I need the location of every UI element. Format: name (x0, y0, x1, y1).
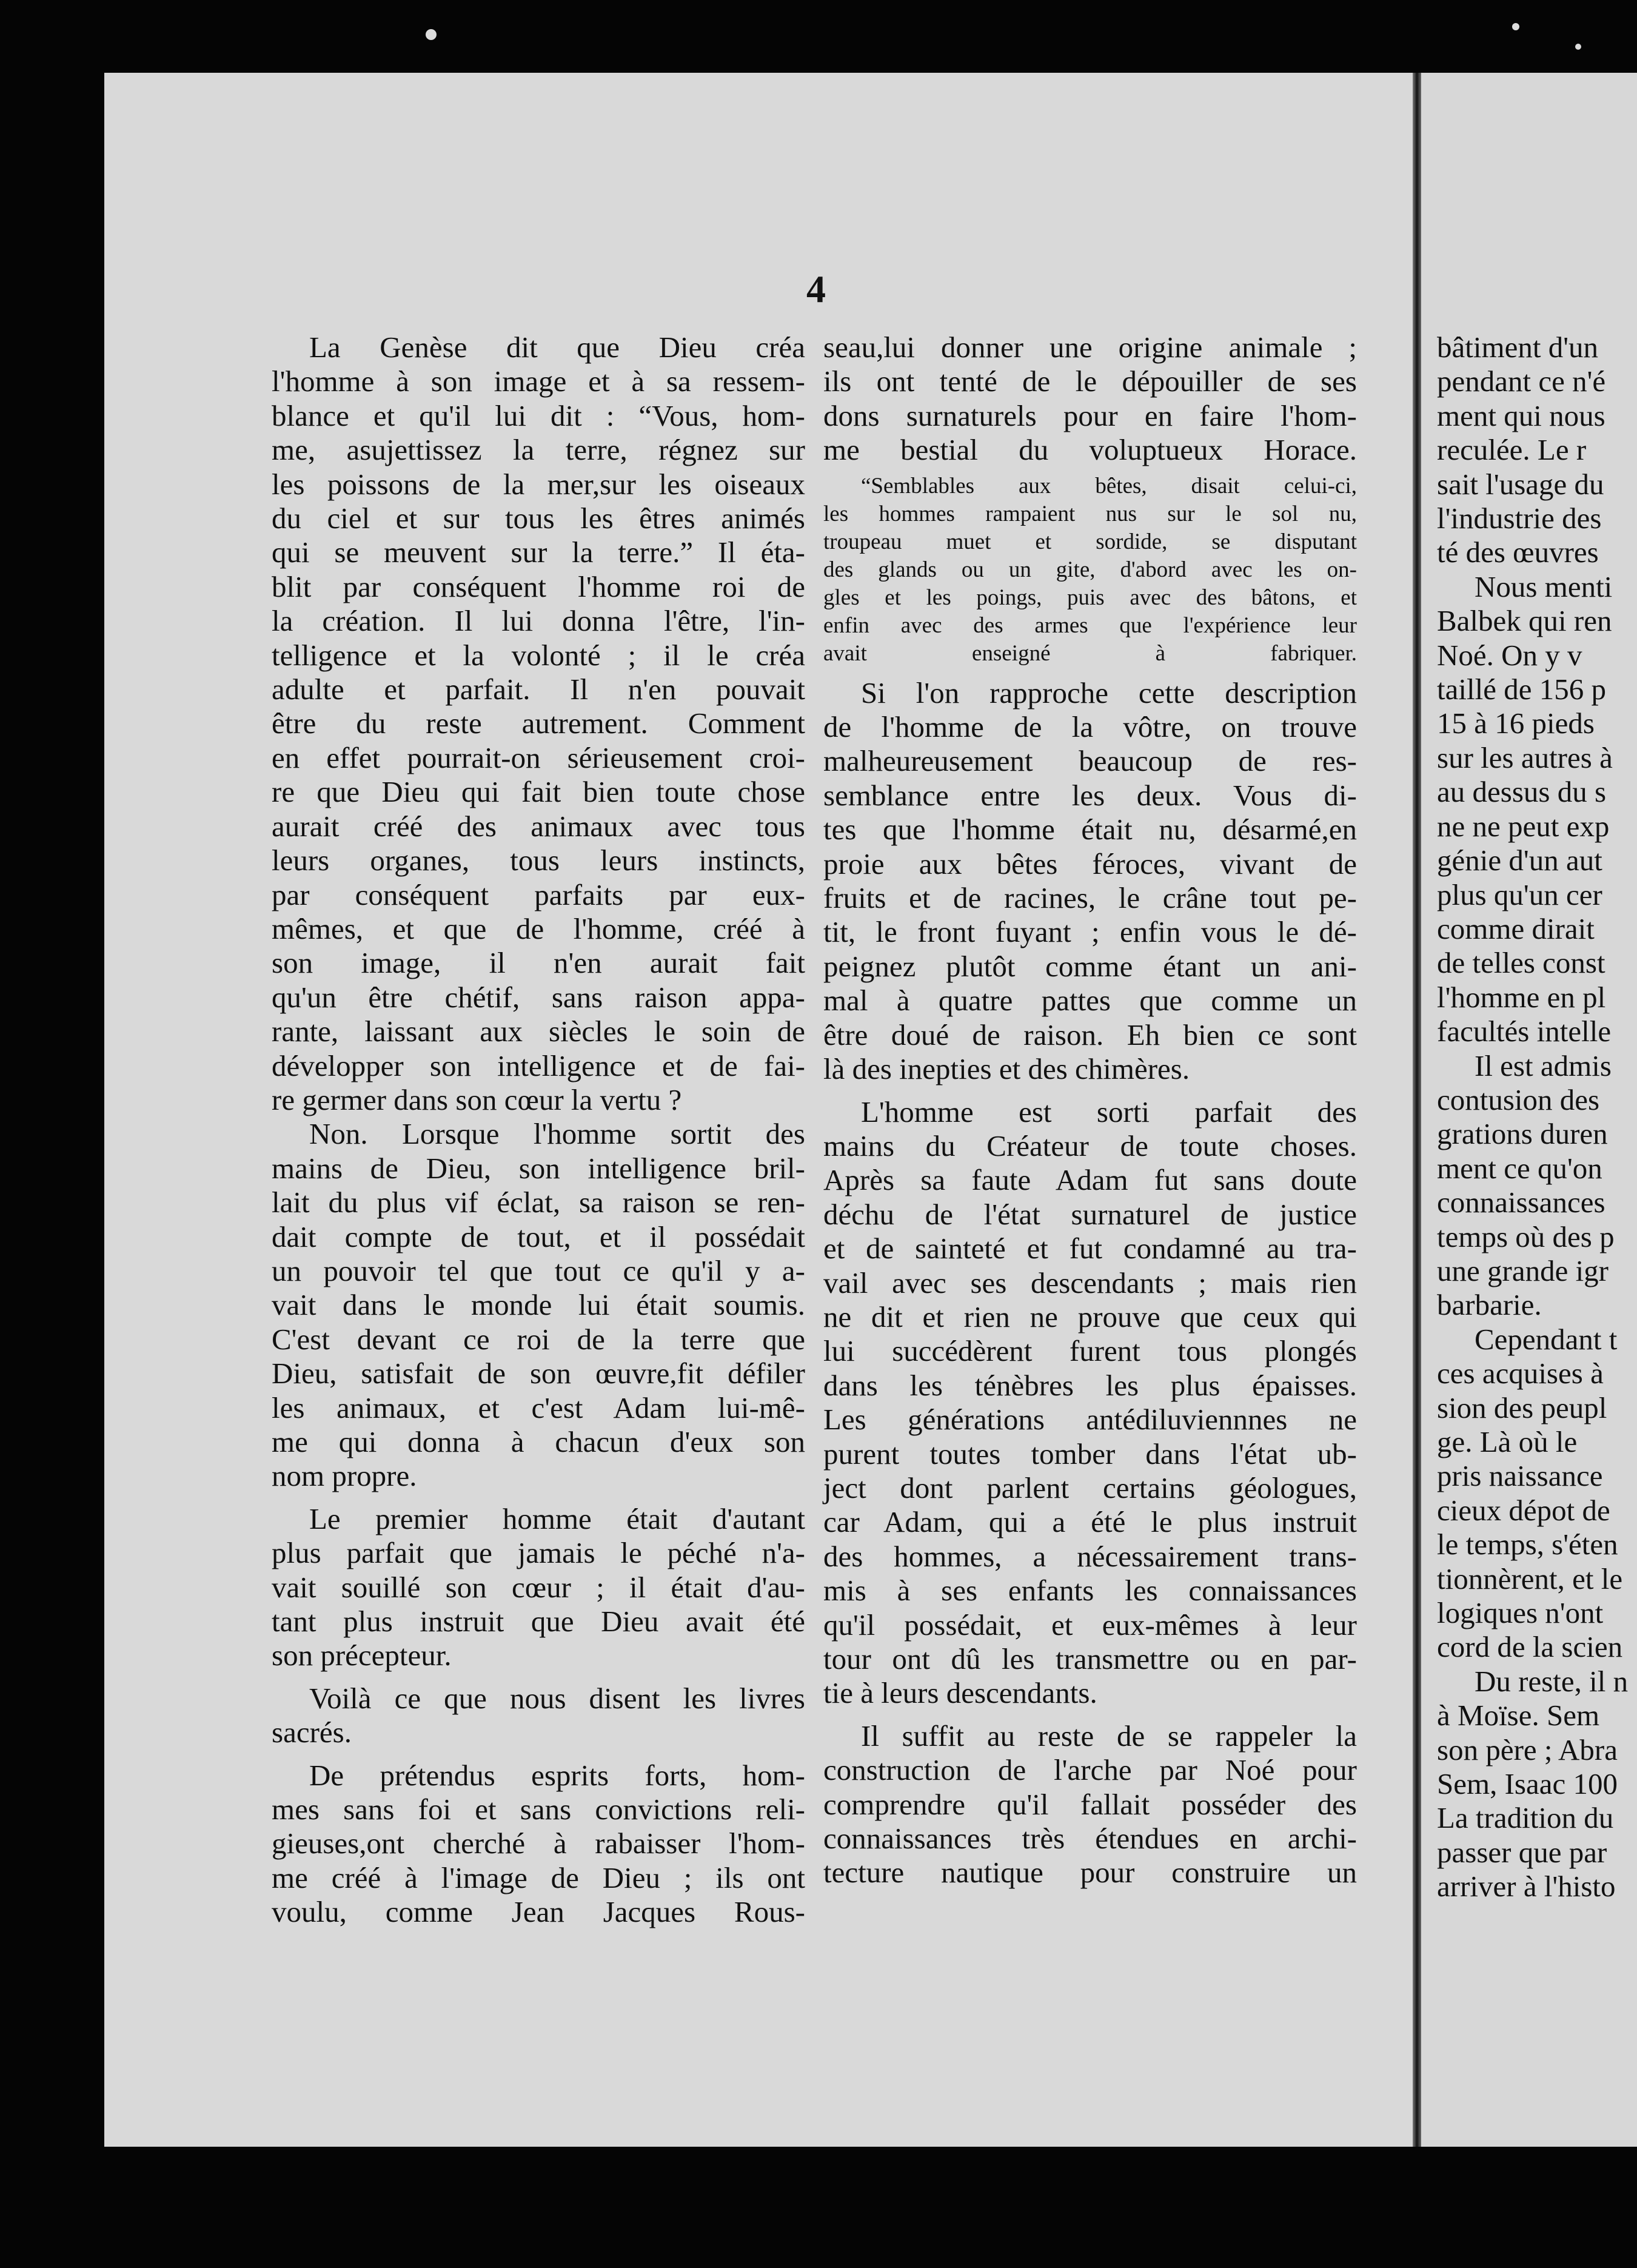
text-line: tour ont dû les transmettre ou en par- (823, 1642, 1357, 1676)
text-line: qu'il possédait, et eux-mêmes à leur (823, 1608, 1357, 1642)
dust-speck (426, 29, 437, 40)
text-line: comprendre qu'il fallait posséder des (823, 1787, 1357, 1821)
text-line: vail avec ses descendants ; mais rien (823, 1266, 1357, 1300)
book-gutter (1413, 73, 1421, 2147)
text-line: ment ce qu'on (1437, 1151, 1602, 1185)
dust-speck (1575, 44, 1581, 50)
text-line: gles et les poings, puis avec des bâtons, et (823, 585, 1357, 610)
text-line: connaissances très étendues en archi- (823, 1822, 1357, 1856)
text-line: plus parfait que jamais le péché n'a- (272, 1536, 805, 1570)
text-line: pris naissance (1437, 1459, 1603, 1493)
text-line: lait du plus vif éclat, sa raison se ren- (272, 1186, 805, 1220)
text-line: 15 à 16 pieds (1437, 706, 1595, 740)
text-line: fruits et de racines, le crâne tout pe- (823, 881, 1357, 915)
text-line: développer son intelligence et de fai- (272, 1048, 805, 1082)
text-line: pendant ce n'é (1437, 364, 1606, 398)
text-line: semblance entre les deux. Vous di- (823, 778, 1357, 812)
text-line: le temps, s'éten (1437, 1528, 1618, 1562)
text-line: l'industrie des (1437, 502, 1602, 535)
text-line: Voilà ce que nous disent les livres (309, 1681, 805, 1715)
text-line: purent toutes tomber dans l'état ub- (823, 1437, 1357, 1471)
text-line: L'homme est sorti parfait des (861, 1095, 1357, 1129)
text-line: C'est devant ce roi de la terre que (272, 1322, 805, 1356)
text-line: tes que l'homme était nu, désarmé,en (823, 813, 1357, 847)
text-line: une grande igr (1437, 1253, 1609, 1287)
text-line: re germer dans son cœur la vertu ? (272, 1082, 682, 1116)
text-line: qui se meuvent sur la terre.” Il éta- (272, 535, 805, 569)
text-line: mains du Créateur de toute choses. (823, 1129, 1357, 1163)
text-line: être du reste autrement. Comment (272, 706, 805, 740)
text-line: les hommes rampaient nus sur le sol nu, (823, 501, 1357, 526)
text-line: adulte et parfait. Il n'en pouvait (272, 673, 805, 706)
text-line: blit par conséquent l'homme roi de (272, 569, 805, 603)
text-line: mains de Dieu, son intelligence bril- (272, 1151, 805, 1185)
text-line: vait souillé son cœur ; il était d'au- (272, 1570, 805, 1604)
text-line: mal à quatre pattes que comme un (823, 984, 1357, 1018)
page-number: 4 (806, 267, 826, 310)
text-line: tie à leurs descendants. (823, 1676, 1097, 1710)
text-line: contusion des (1437, 1082, 1600, 1116)
text-line: par conséquent parfaits par eux- (272, 877, 805, 911)
text-line: ject dont parlent certains géologues, (823, 1471, 1357, 1505)
text-line: La Genèse dit que Dieu créa (309, 330, 805, 364)
text-line: tant plus instruit que Dieu avait été (272, 1605, 805, 1639)
text-line: plus qu'un cer (1437, 877, 1602, 911)
text-line: son précepteur. (272, 1639, 452, 1672)
text-line: des hommes, a nécessairement trans- (823, 1539, 1357, 1573)
text-line: être doué de raison. Eh bien ce sont (823, 1018, 1357, 1052)
text-line: rante, laissant aux siècles le soin de (272, 1015, 805, 1048)
text-line: reculée. Le r (1437, 433, 1587, 467)
text-line: Cependant t (1475, 1322, 1618, 1356)
text-line: ment qui nous (1437, 398, 1605, 432)
text-line: Du reste, il n (1475, 1664, 1629, 1698)
text-line: grations duren (1437, 1117, 1608, 1151)
text-line: construction de l'arche par Noé pour (823, 1753, 1357, 1787)
text-line: son image, il n'en aurait fait (272, 946, 805, 980)
text-line: De prétendus esprits forts, hom- (309, 1758, 805, 1792)
text-line: enfin avec des armes que l'expérience leur (823, 612, 1357, 638)
text-line: bâtiment d'un (1437, 330, 1599, 364)
text-line: cord de la scien (1437, 1630, 1623, 1664)
text-line: Après sa faute Adam fut sans doute (823, 1163, 1357, 1197)
text-line: nom propre. (272, 1459, 417, 1493)
text-line: ge. Là où le (1437, 1425, 1578, 1458)
text-line: me créé à l'image de Dieu ; ils ont (272, 1860, 805, 1894)
text-line: arriver à l'histo (1437, 1870, 1616, 1904)
text-line: cieux dépot de (1437, 1493, 1610, 1527)
text-line: dait compte de tout, et il possédait (272, 1220, 805, 1253)
text-line: re que Dieu qui fait bien toute chose (272, 775, 805, 809)
text-line: Balbek qui ren (1437, 604, 1612, 638)
text-line: mes sans foi et sans convictions reli- (272, 1793, 805, 1827)
text-line: Non. Lorsque l'homme sortit des (309, 1117, 805, 1151)
text-line: me, asujettissez la terre, régnez sur (272, 433, 805, 467)
text-line: seau,lui donner une origine animale ; (823, 330, 1357, 364)
text-line: “Semblables aux bêtes, disait celui-ci, (861, 473, 1357, 498)
text-line: mêmes, et que de l'homme, créé à (272, 911, 805, 945)
text-line: ces acquises à (1437, 1357, 1604, 1391)
text-line: me bestial du voluptueux Horace. (823, 433, 1357, 467)
text-line: les animaux, et c'est Adam lui-mê- (272, 1391, 805, 1424)
text-line: son père ; Abra (1437, 1733, 1618, 1766)
text-line: facultés intelle (1437, 1015, 1612, 1048)
text-line: logiques n'ont (1437, 1596, 1604, 1630)
text-line: dons surnaturels pour en faire l'hom- (823, 398, 1357, 432)
text-line: au dessus du s (1437, 775, 1607, 809)
text-line: sur les autres à (1437, 740, 1613, 774)
text-column-1 (272, 330, 805, 1930)
text-line: tit, le front fuyant ; enfin vous le dé- (823, 915, 1357, 949)
text-line: passer que par (1437, 1835, 1607, 1869)
text-line: gieuses,ont cherché à rabaisser l'hom- (272, 1827, 805, 1860)
text-line: Si l'on rapproche cette description (861, 676, 1357, 710)
text-line: l'homme en pl (1437, 980, 1606, 1014)
text-line: sait l'usage du (1437, 467, 1604, 501)
text-line: Le premier homme était d'autant (309, 1501, 805, 1535)
text-line: troupeau muet et sordide, se disputant (823, 529, 1357, 554)
text-line: déchu de l'état surnaturel de justice (823, 1197, 1357, 1231)
text-line: connaissances (1437, 1186, 1605, 1220)
text-line: peignez plutôt comme étant un ani- (823, 949, 1357, 983)
text-line: la création. Il lui donna l'être, l'in- (272, 604, 805, 638)
text-line: tecture nautique pour construire un (823, 1856, 1357, 1890)
text-line: Sem, Isaac 100 (1437, 1767, 1618, 1801)
text-line: en effet pourrait-on sérieusement croi- (272, 740, 805, 774)
text-line: Il suffit au reste de se rappeler la (861, 1719, 1357, 1753)
text-line: des glands ou un gite, d'abord avec les on- (823, 557, 1357, 582)
text-line: de telles const (1437, 946, 1605, 980)
text-line: lui succédèrent furent tous plongés (823, 1334, 1357, 1368)
text-line: vait dans le monde lui était soumis. (272, 1288, 805, 1322)
text-line: avait enseigné à fabriquer. (823, 640, 1357, 666)
text-line: ne ne peut exp (1437, 809, 1610, 843)
text-line: voulu, comme Jean Jacques Rous- (272, 1895, 805, 1929)
text-line: qu'un être chétif, sans raison appa- (272, 980, 805, 1014)
text-line: comme dirait (1437, 911, 1595, 945)
text-line: un pouvoir tel que tout ce qu'il y a- (272, 1253, 805, 1287)
text-column-3-cropped (1437, 330, 1637, 1904)
text-line: à Moïse. Sem (1437, 1699, 1600, 1733)
text-line: Noé. On y v (1437, 638, 1582, 672)
text-line: car Adam, qui a été le plus instruit (823, 1505, 1357, 1539)
text-line: tionnèrent, et le (1437, 1562, 1623, 1595)
text-line: Dieu, satisfait de son œuvre,fit défiler (272, 1357, 805, 1391)
text-line: sacrés. (272, 1716, 352, 1750)
text-line: telligence et la volonté ; il le créa (272, 638, 805, 672)
text-line: proie aux bêtes féroces, vivant de (823, 847, 1357, 881)
text-line: dans les ténèbres les plus épaisses. (823, 1368, 1357, 1402)
text-line: Nous menti (1475, 569, 1613, 603)
text-line: leurs organes, tous leurs instincts, (272, 844, 805, 877)
text-line: génie d'un aut (1437, 844, 1602, 877)
text-line: me qui donna à chacun d'eux son (272, 1425, 805, 1458)
text-line: té des œuvres (1437, 535, 1599, 569)
text-line: barbarie. (1437, 1288, 1542, 1322)
text-line: blance et qu'il lui dit : “Vous, hom- (272, 398, 805, 432)
text-line: et de sainteté et fut condamné au tra- (823, 1232, 1357, 1266)
text-line: La tradition du (1437, 1801, 1614, 1835)
quotation-block (823, 472, 1357, 668)
text-line: là des inepties et des chimères. (823, 1052, 1190, 1086)
text-line: sion des peupl (1437, 1391, 1607, 1424)
text-line: de l'homme de la vôtre, on trouve (823, 710, 1357, 744)
text-line: ne dit et rien ne prouve que ceux qui (823, 1300, 1357, 1334)
text-line: les poissons de la mer,sur les oiseaux (272, 467, 805, 501)
text-line: temps où des p (1437, 1220, 1615, 1253)
text-line: mis à ses enfants les connaissances (823, 1574, 1357, 1608)
text-line: l'homme à son image et à sa ressem- (272, 364, 805, 398)
text-line: taillé de 156 p (1437, 673, 1606, 706)
text-line: Il est admis (1475, 1048, 1612, 1082)
text-line: aurait créé des animaux avec tous (272, 809, 805, 843)
text-line: ils ont tenté de le dépouiller de ses (823, 364, 1357, 398)
text-line: Les générations antédiluviennnes ne (823, 1403, 1357, 1437)
text-line: malheureusement beaucoup de res- (823, 744, 1357, 778)
text-line: du ciel et sur tous les êtres animés (272, 502, 805, 535)
text-column-2 (823, 330, 1357, 1890)
dust-speck (1512, 23, 1519, 30)
